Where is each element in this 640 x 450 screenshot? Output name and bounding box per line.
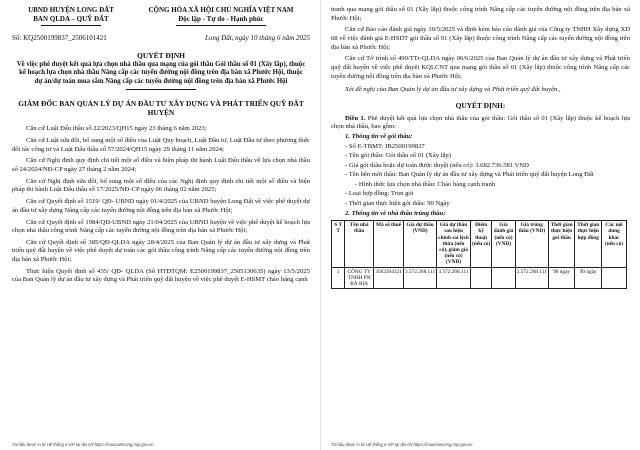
page-footer-left: Tài liệu được in từ Hệ thống e-GP tại địa chỉ https://muasamcong.mpi.gov.vn (12, 442, 154, 447)
article-1-label: Điều 1. (345, 114, 366, 122)
col-package-duration: Thời gian thực hiện gói thầu (548, 221, 575, 267)
cell-contract-duration: 90 ngày (575, 267, 602, 289)
cell-tech-score (471, 267, 492, 289)
page-footer-right: Tài liệu được in từ Hệ thống e-GP tại địa chỉ https://muasamcong.mpi.gov.vn (331, 442, 473, 447)
legal-basis-6: Căn cứ Quyết định số 1984/QĐ-UBND ngày 21/04/2025 của UBND huyện về việc phê duyệt kế hoạch lựa chọn nhà thầu công trình Nâng cấp các tuyến đường nội đồng trên địa bàn xã Phước Hội; (12, 218, 310, 235)
col-winning-price: Giá trúng thầu (VND) (515, 221, 548, 267)
cell-tax-code: 3502394321 (374, 267, 404, 289)
cell-other (602, 267, 627, 289)
issuing-authority: GIÁM ĐỐC BAN QUẢN LÝ DỰ ÁN ĐẦU TƯ XÂY DỰNG VÀ PHÁT TRIỂN QUỸ ĐẤT HUYỆN (18, 99, 304, 118)
cell-package-duration: 90 ngày (548, 267, 575, 289)
col-bid-price: Giá dự thầu (VND) (404, 221, 437, 267)
cell-bid-price: 3.572.268.111 (404, 267, 437, 289)
legal-basis-2: Căn cứ Luật sửa đổi, bổ sung một số điều của Luật Quy hoạch, Luật Đầu tư, Luật Đầu tư theo phương thức đối tác công tư và Luật Đấu thầu số 57/2024/QH15 ngày 29 tháng 11 năm 2024; (12, 137, 310, 153)
legal-basis-7: Căn cứ Quyết định số 385/QĐ-QLDA ngày 28/4/2025 của Ban Quản lý dự án đầu tư xây dựng và Phát triển quỹ đất huyện về việc phê duyệt dự toán các gói thầu công trình Nâng cấp các tuyến đường nội đồng trên địa bàn xã Phước Hội; (12, 238, 310, 264)
country-name: CỘNG HÒA XÃ HỘI CHỦ NGHĨA VIỆT NAM (148, 6, 294, 14)
bid-notice-number: - Số E-TBMT: IB2500199837 (345, 142, 425, 150)
col-eval-price: Giá đánh giá (nếu có) (VND) (492, 221, 515, 267)
article-1 (331, 115, 630, 132)
submission-basis: Căn cứ Tờ trình số 490/TTr-QLDA ngày 06/6/2025 của Ban Quản lý dự án đầu tư xây dựng và Phát triển quỹ đất huyện về việc phê duyệt KQLCNT qua mạng gói thầu số 01 (Xây lắp) thuộc công trình Nâng cấp các tuyến đường nội đồng trên địa bàn xã Phước Hội; (331, 55, 630, 80)
winning-bidder-table (331, 220, 627, 289)
legal-basis-8: Thực hiện Quyết định số 435/ QĐ- QLDA (Số HTĐTQM: E2500199837_2505130635) ngày 13/5/2025 của Ban Quản lý dự án đầu tư xây dựng và Phát triển quỹ đất huyện về việc phê duyệt E-HSMT chào hàng cạnh (12, 267, 310, 284)
contract-type: - Loại hợp đồng: Trọn gói (345, 190, 414, 198)
col-stt: S T T (332, 221, 345, 267)
legal-basis-3: Căn cứ Nghị định quy định chi tiết một số điều và biện pháp thi hành Luật Đấu thầu về lựa chọn nhà thầu số 24/2024/NĐ-CP ngày 27 tháng 2 năm 2024; (12, 157, 310, 173)
motto-underline (176, 25, 266, 26)
package-price: - Giá gói thầu hoặc dự toán được duyệt (nếu có): 3.682.736.581 VND (345, 161, 529, 169)
national-title (132, 6, 310, 26)
document-meta (12, 34, 310, 42)
col-contract-duration: Thời gian thực hiện hợp đồng (575, 221, 602, 267)
col-tax-code: Mã số thuế (374, 221, 404, 267)
legal-basis-4: Căn cứ Nghị định sửa đổi, bổ sung một số điều của các Nghị định quy định chi tiết một số điều và biện pháp thi hành Luật Đấu thầu số 17/2025/NĐ-CP ngày 06 tháng 02 năm 2025; (12, 177, 310, 194)
evaluation-report-basis: Căn cứ Báo cáo đánh giá ngày 30/5/2025 và định kèm báo cáo đánh giá của Công ty TNHH Xây dựng XD 68 về việc đánh giá E-HSDT gói thầu số 01 (Xây lắp) thuộc công trình Nâng cấp các tuyến đường nội đồng trên địa bàn xã Phước Hội; (331, 26, 630, 51)
decision-heading: QUYẾT ĐỊNH (137, 51, 185, 60)
request-clause: Xét đề nghị của Ban Quản lý dự án đầu tư xây dựng và Phát triển quỹ đất huyện., (345, 86, 561, 94)
section-2-title: 2. Thông tin về nhà thầu trúng thầu: (345, 209, 446, 217)
procuring-entity: - Tên bên mời thầu: Ban Quản lý dự án đầu tư xây dựng và Phát triển quỹ đất huyện Long Đất (345, 171, 594, 179)
col-tech-score: Điểm kỹ thuật (nếu có) (471, 221, 492, 267)
cell-stt: 1 (332, 267, 345, 289)
agency-line-1: UBND HUYỆN LONG ĐẤT (28, 6, 114, 14)
cell-bidder-name: CÔNG TY TNHH PN BÀ RỊA (345, 267, 374, 289)
agency-underline (41, 25, 101, 26)
section-1-title: 1. Thông tin về gói thầu: (345, 132, 413, 140)
issuing-agency (12, 6, 130, 26)
table-row (332, 267, 627, 289)
execution-time: - Thời gian thực hiện gói thầu: 90 Ngày (345, 200, 450, 208)
decision-subject: Về việc phê duyệt kết quả lựa chọn nhà thầu qua mạng của gói thầu Gói thầu số 01 (Xây lắp), thuộc kế hoạch lựa chọn nhà thầu Nâng cấp các tuyến đường nội đồng trên địa bàn xã Phước Hội, thuộc dự án/dự toán mua sắm Nâng cấp các tuyến đường nội đồng trên địa bàn xã Phước Hội (16, 61, 306, 85)
document-number: Số: KQ2500199837_2506101421 (12, 34, 107, 42)
agency-line-2: BAN QLDA – QUỸ ĐẤT (33, 15, 109, 23)
table-header-row (332, 221, 627, 267)
article-1-text: Phê duyệt kết quả lựa chọn nhà thầu của gói thầu: Gói thầu số 01 (Xây lắp) thuộc kế hoạch lựa chọn nhà thầu, bao gồm: (331, 114, 631, 131)
decides-heading: QUYẾT ĐỊNH: (455, 100, 506, 110)
cell-winning-price: 3.572.268.111 (515, 267, 548, 289)
legal-basis-5: Căn cứ Quyết định số 1519/ QĐ- UBND ngày 01/4/2025 của UBND huyện Long Đất về việc phê duyệt dự án đầu tư xây dựng Nâng cấp các tuyến đường nội đồng trên địa bàn xã Phước Hội; (12, 198, 310, 214)
place-date: Long Đất, ngày 10 tháng 6 năm 2025 (205, 34, 310, 42)
selection-method: - Hình thức lựa chọn nhà thầu: Chào hàng cạnh tranh (355, 180, 496, 188)
document-header (12, 6, 310, 26)
page-right (320, 0, 640, 450)
col-other: Các nội dung khác (nếu có) (602, 221, 627, 267)
legal-basis-1: Căn cứ Luật Đấu thầu số 22/2023/QH15 ngày 23 tháng 6 năm 2023; (26, 125, 207, 133)
continued-paragraph: tranh qua mạng gói thầu số 01 (Xây lắp) thuộc công trình Nâng cấp các tuyến đường nội đồng trên địa bàn xã Phước Hội; (331, 6, 630, 22)
cell-adjusted-price: 3.572.268.111 (437, 267, 471, 289)
cell-eval-price (492, 267, 515, 289)
col-adjusted-price: Giá dự thầu sau hiệu chỉnh sai lệch thừa (nếu có), giảm giá (nếu có) (VND) (438, 222, 469, 266)
col-bidder-name: Tên nhà thầu (345, 221, 374, 267)
subject-underline (126, 89, 196, 90)
motto: Độc lập - Tự do - Hạnh phúc (178, 15, 264, 23)
package-name: - Tên gói thầu: Gói thầu số 01 (Xây lắp) (345, 152, 451, 160)
